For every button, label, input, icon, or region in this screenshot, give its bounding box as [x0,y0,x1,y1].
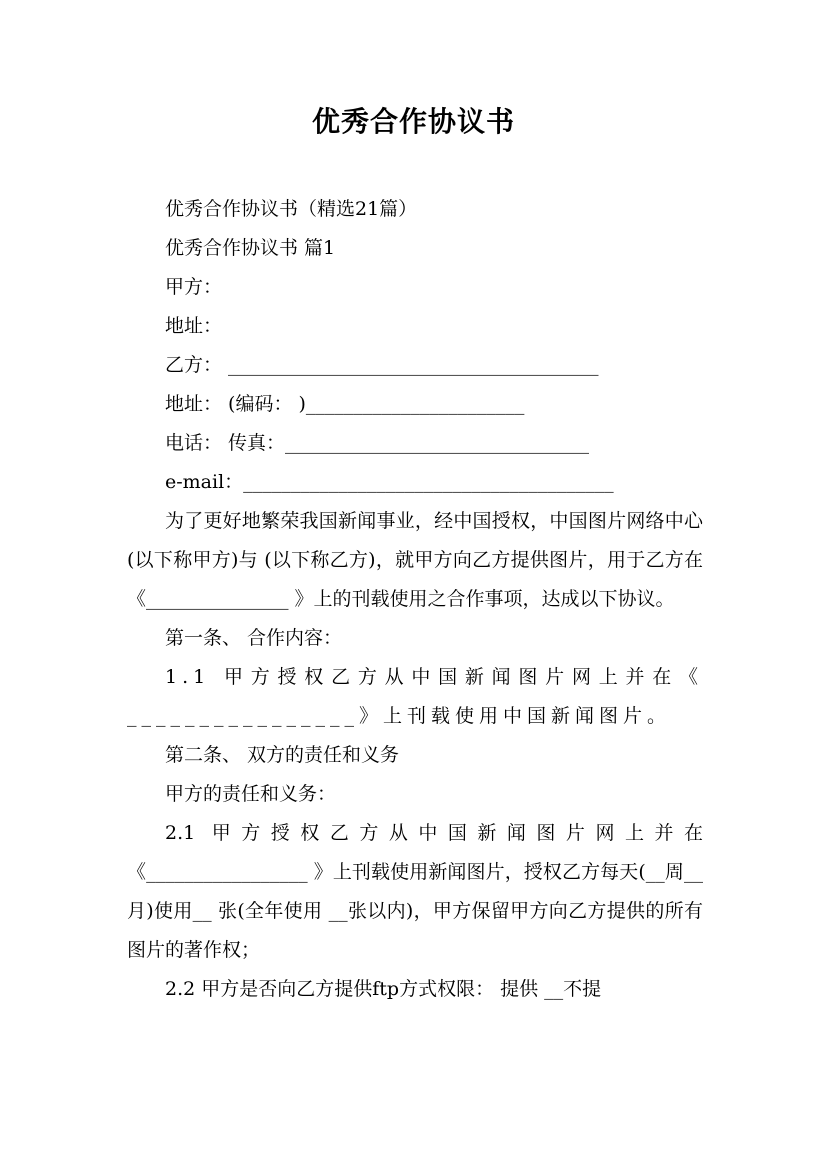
paragraph-article-1-heading: 第一条、 合作内容： [165,627,343,649]
paragraph-preamble: 为了更好地繁荣我国新闻事业，经中国授权，中国图片网络中心(以下称甲方)与 (以下称乙方)，就甲方向乙方提供图片，用于乙方在《_______________ 》上的刊载使用之合作事项，达成以下协议。 [127,510,703,610]
paragraph-address-b: 地址： (编码： )_______________________ [165,393,525,415]
document-body [127,190,715,1009]
paragraph-phone-fax: 电话： 传真：________________________________ [165,432,590,454]
paragraph-subtitle: 优秀合作协议书（精选21篇） [165,198,418,220]
paragraph-party-a: 甲方： [165,276,223,298]
paragraph-clause-1-1: 1.1 甲方授权乙方从中国新闻图片网上并在《 ________________》上刊载使用中国新闻图片。 [127,666,715,727]
document-title: 优秀合作协议书 [311,105,515,138]
paragraph-email: e-mail：_______________________________________ [165,471,614,493]
paragraph-clause-2-1: 2.1 甲方授权乙方从中国新闻图片网上并在《_________________ 》上刊载使用新闻图片，授权乙方每天(__周__月)使用__ 张(全年使用 __张以内)，甲方保留甲方向乙方提供的所有图片的著作权； [127,822,703,961]
paragraph-article-heading: 优秀合作协议书 篇1 [165,237,336,259]
paragraph-party-b: 乙方： _______________________________________ [165,354,599,376]
paragraph-article-2-heading: 第二条、 双方的责任和义务 [165,744,400,766]
paragraph-clause-2-2: 2.2 甲方是否向乙方提供ftp方式权限： 提供 __不提 [165,978,602,1000]
paragraph-address-a: 地址： [165,315,223,337]
paragraph-party-a-duties: 甲方的责任和义务： [165,783,337,805]
